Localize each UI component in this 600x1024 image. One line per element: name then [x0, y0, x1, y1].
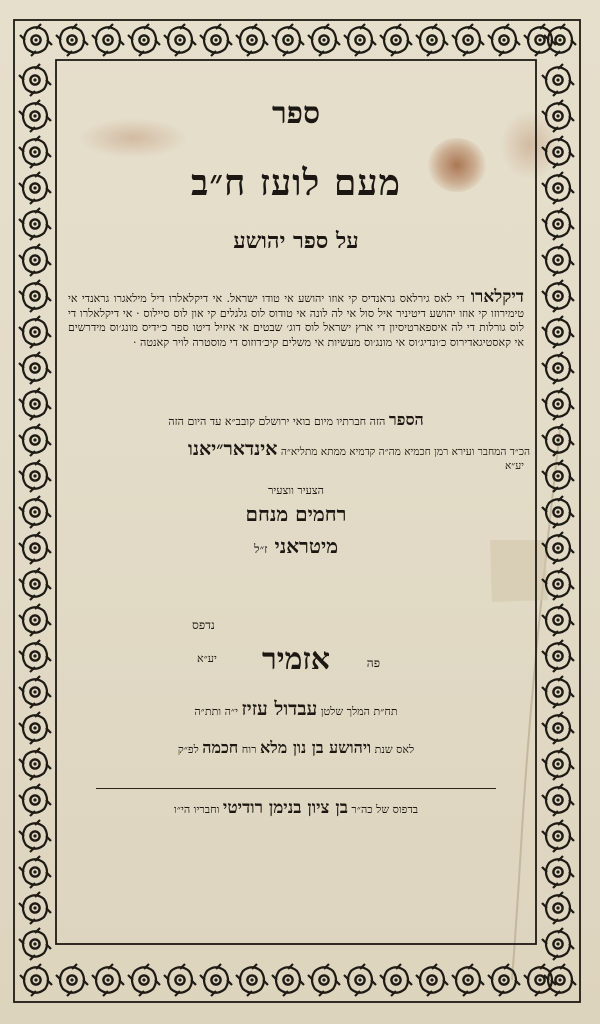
city-name: אזמיר	[261, 642, 330, 677]
divider-rule	[96, 788, 496, 789]
printer-line	[62, 798, 530, 818]
year-verse: ויהושע בן נון מלא	[260, 738, 372, 757]
year-line	[62, 738, 530, 758]
year-mid: רוח	[241, 743, 257, 756]
ruler-prefix: תח״ת המלך שלטן	[320, 705, 398, 718]
author-name-first: רחמים מנחם	[245, 502, 347, 526]
author-surname: אינדאר״יאנו	[188, 438, 278, 460]
book-title: מעם לועז ח״ב	[190, 162, 402, 204]
author-line	[62, 438, 530, 461]
intro-paragraph	[68, 287, 524, 350]
intro-text: די לאס גירלאס גראנדיס קי אוזו יהושע אי טודו ישראל. אי דיקלאלרו דיל מילאגרו גראנדי אי טימירוזו קי אוזו יהושע דיטיניר איל סול אי לה לונה אי טודוס לוס גלגלים קי און לוס סיילוס · אי דיקלאלרו די לוס גורלות די לה איספארטיסיון די ארץ ישראל לוס דוג׳ שבטים אי איזיל דיטו ספר כ׳ידיס מונג׳וס מידרשים אי קאסטיגאדירוס כ׳ונדיג׳וס אי מונג׳וס מעשיות אי משלים קיכ׳דוזוס די מוסטרה לויר קאנטה ·	[68, 292, 524, 349]
author-name-last	[62, 534, 530, 559]
book-subtitle: על ספר יהושע	[233, 228, 359, 254]
printer-name: בן ציון בנימן רודיטי	[222, 798, 348, 818]
text-block	[62, 66, 530, 936]
hatzair-line: הצעיר ווצעיר	[267, 484, 324, 497]
printer-prefix: בדפוס של כה״ר	[351, 803, 419, 816]
ruler-line	[62, 698, 530, 721]
ruler-suffix: י״ה ותת״ה	[194, 705, 238, 718]
year-verse-end: חכמה	[202, 738, 239, 757]
hasefer-text: הזה חברתיו מיום בואי ירושלם קובב״א עד היום הזה	[168, 415, 386, 428]
city-prefix: פה	[366, 656, 380, 670]
ruler-name: עבדול עזיז	[241, 698, 318, 720]
author-lastname: מיטראני	[274, 534, 339, 558]
year-end: לפ״ק	[177, 743, 199, 756]
hasefer-word: הספר	[388, 410, 424, 429]
city-row	[62, 642, 530, 686]
city-blessing: יע״א	[197, 652, 217, 665]
printed-label: נדפס	[192, 618, 215, 632]
intro-lead-word: דיקלארו	[470, 287, 524, 307]
author-blessing: יע״א	[505, 460, 524, 472]
hasefer-line	[62, 410, 530, 430]
author-honorific: ז״ל	[253, 542, 268, 556]
printer-suffix: וחבריו הי״ו	[173, 803, 220, 816]
year-prefix: לאס שנת	[374, 743, 415, 756]
title-sefer: ספר	[271, 96, 321, 131]
author-prefix: הכ״ד המחבר ועירא רמן חכמיא מה״ה קדמיא ממתא מתליא״ה	[280, 446, 530, 458]
